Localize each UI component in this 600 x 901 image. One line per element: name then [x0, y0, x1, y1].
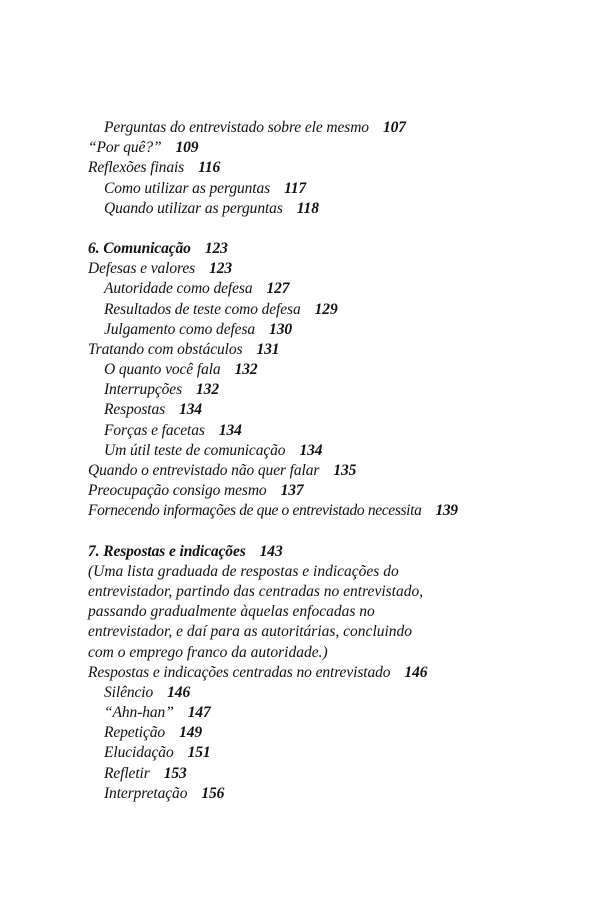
toc-entry-label: Resultados de teste como defesa [104, 300, 301, 318]
toc-entry-page: 153 [163, 764, 187, 782]
toc-entry-label: Quando utilizar as perguntas [104, 199, 283, 217]
chapter-page: 123 [204, 239, 228, 257]
toc-entry-label: Um útil teste de comunicação [104, 441, 286, 459]
toc-entry[interactable] [88, 380, 528, 400]
toc-entry[interactable] [88, 360, 528, 380]
toc-entry-label: Silêncio [104, 683, 154, 701]
chapter-note-line: (Uma lista graduada de respostas e indicações do [88, 562, 399, 580]
toc-entry-page: 134 [299, 441, 323, 459]
toc-entry[interactable] [88, 743, 528, 763]
toc-entry-page: 135 [333, 462, 357, 479]
toc-entry[interactable] [88, 400, 528, 420]
toc-entry[interactable] [88, 481, 528, 501]
toc-entry[interactable] [88, 320, 528, 340]
toc-entry-page: 107 [382, 119, 406, 136]
toc-entry-page: 137 [280, 482, 304, 500]
toc-entry[interactable] [88, 421, 528, 441]
toc-entry-page: 109 [175, 139, 199, 157]
toc-entry-label: Quando o entrevistado não quer falar [88, 462, 320, 479]
toc-entry-page: 127 [266, 280, 290, 298]
toc-entry[interactable] [88, 723, 528, 743]
toc-entry[interactable] [88, 118, 528, 138]
chapter-6-heading[interactable] [88, 239, 528, 259]
toc-entry-page: 146 [167, 683, 191, 701]
toc-entry-page: 134 [218, 421, 242, 439]
chapter-title: 7. Respostas e indicações [88, 542, 246, 560]
toc-entry[interactable] [88, 683, 528, 703]
toc-entry-label: Defesas e valores [88, 260, 196, 278]
toc-entry[interactable] [88, 300, 528, 320]
toc-entry-page: 151 [187, 744, 211, 762]
toc-entry-label: Forças e facetas [104, 421, 205, 439]
toc-entry-label: Interpretação [104, 784, 188, 802]
toc-entry[interactable] [88, 764, 528, 784]
section-gap [88, 219, 528, 239]
chapter-note-line: entrevistador, e daí para as autoritárias, concluindo [88, 623, 413, 641]
chapter-note-line: passando gradualmente àquelas enfocadas no [88, 603, 375, 621]
toc-entry-page: 131 [256, 340, 280, 358]
toc-entry-page: 149 [179, 724, 203, 742]
chapter-7-heading[interactable] [88, 542, 528, 562]
toc-entry-page: 134 [179, 401, 203, 419]
toc-entry-page: 116 [198, 159, 221, 177]
toc-entry[interactable] [88, 138, 528, 158]
toc-entry-label: Preocupação consigo mesmo [88, 482, 267, 500]
toc-entry-label: Perguntas do entrevistado sobre ele mesmo [104, 119, 369, 136]
toc-entry-label: Tratando com obstáculos [88, 340, 243, 358]
toc-entry[interactable] [88, 784, 528, 804]
toc-entry[interactable] [88, 179, 528, 199]
toc-entry-label: Julgamento como defesa [104, 320, 256, 338]
section-gap [88, 522, 528, 542]
toc-entry-page: 117 [284, 179, 307, 197]
chapter-note-line: entrevistador, partindo das centradas no entrevistado, [88, 582, 424, 600]
toc-entry-page: 129 [314, 300, 338, 318]
toc-entry[interactable] [88, 340, 528, 360]
toc-entry-page: 130 [269, 320, 292, 338]
toc-entry-label: Respostas [104, 401, 166, 419]
toc-entry[interactable] [88, 663, 528, 683]
chapter-note-line: com o emprego franco da autoridade.) [88, 643, 328, 661]
toc-entry[interactable] [88, 279, 528, 299]
toc-entry-label: “Por quê?” [88, 139, 162, 157]
toc-entry-page: 132 [196, 381, 219, 399]
toc-entry[interactable] [88, 441, 528, 461]
toc-entry-page: 146 [404, 663, 428, 681]
toc-entry-label: Fornecendo informações de que o entrevistado necessita [88, 502, 422, 520]
table-of-contents [88, 118, 528, 804]
toc-entry-label: Interrupções [104, 381, 183, 399]
toc-entry-label: Autoridade como defesa [104, 280, 253, 298]
toc-entry-label: Elucidação [104, 744, 174, 762]
toc-entry-label: Repetição [104, 724, 166, 742]
toc-entry-page: 139 [435, 502, 458, 520]
toc-entry-page: 147 [187, 704, 211, 722]
toc-entry-label: Reflexões finais [88, 159, 185, 177]
toc-entry-label: Respostas e indicações centradas no entrevistado [88, 663, 391, 681]
toc-entry-page: 156 [201, 784, 225, 802]
toc-entry-label: Refletir [104, 764, 150, 782]
chapter-page: 143 [259, 542, 283, 560]
toc-entry-label: O quanto você fala [104, 361, 221, 379]
toc-entry-label: Como utilizar as perguntas [104, 179, 271, 197]
toc-entry[interactable] [88, 259, 528, 279]
toc-entry[interactable] [88, 199, 528, 219]
toc-entry-page: 123 [209, 260, 233, 278]
toc-entry-label: “Ahn-han” [104, 704, 174, 722]
chapter-title: 6. Comunicação [88, 239, 191, 257]
toc-entry[interactable] [88, 158, 528, 178]
toc-entry[interactable] [88, 461, 528, 481]
toc-entry[interactable] [88, 703, 528, 723]
toc-entry-page: 118 [296, 199, 319, 217]
toc-entry-page: 132 [234, 361, 258, 379]
toc-entry[interactable] [88, 501, 528, 521]
